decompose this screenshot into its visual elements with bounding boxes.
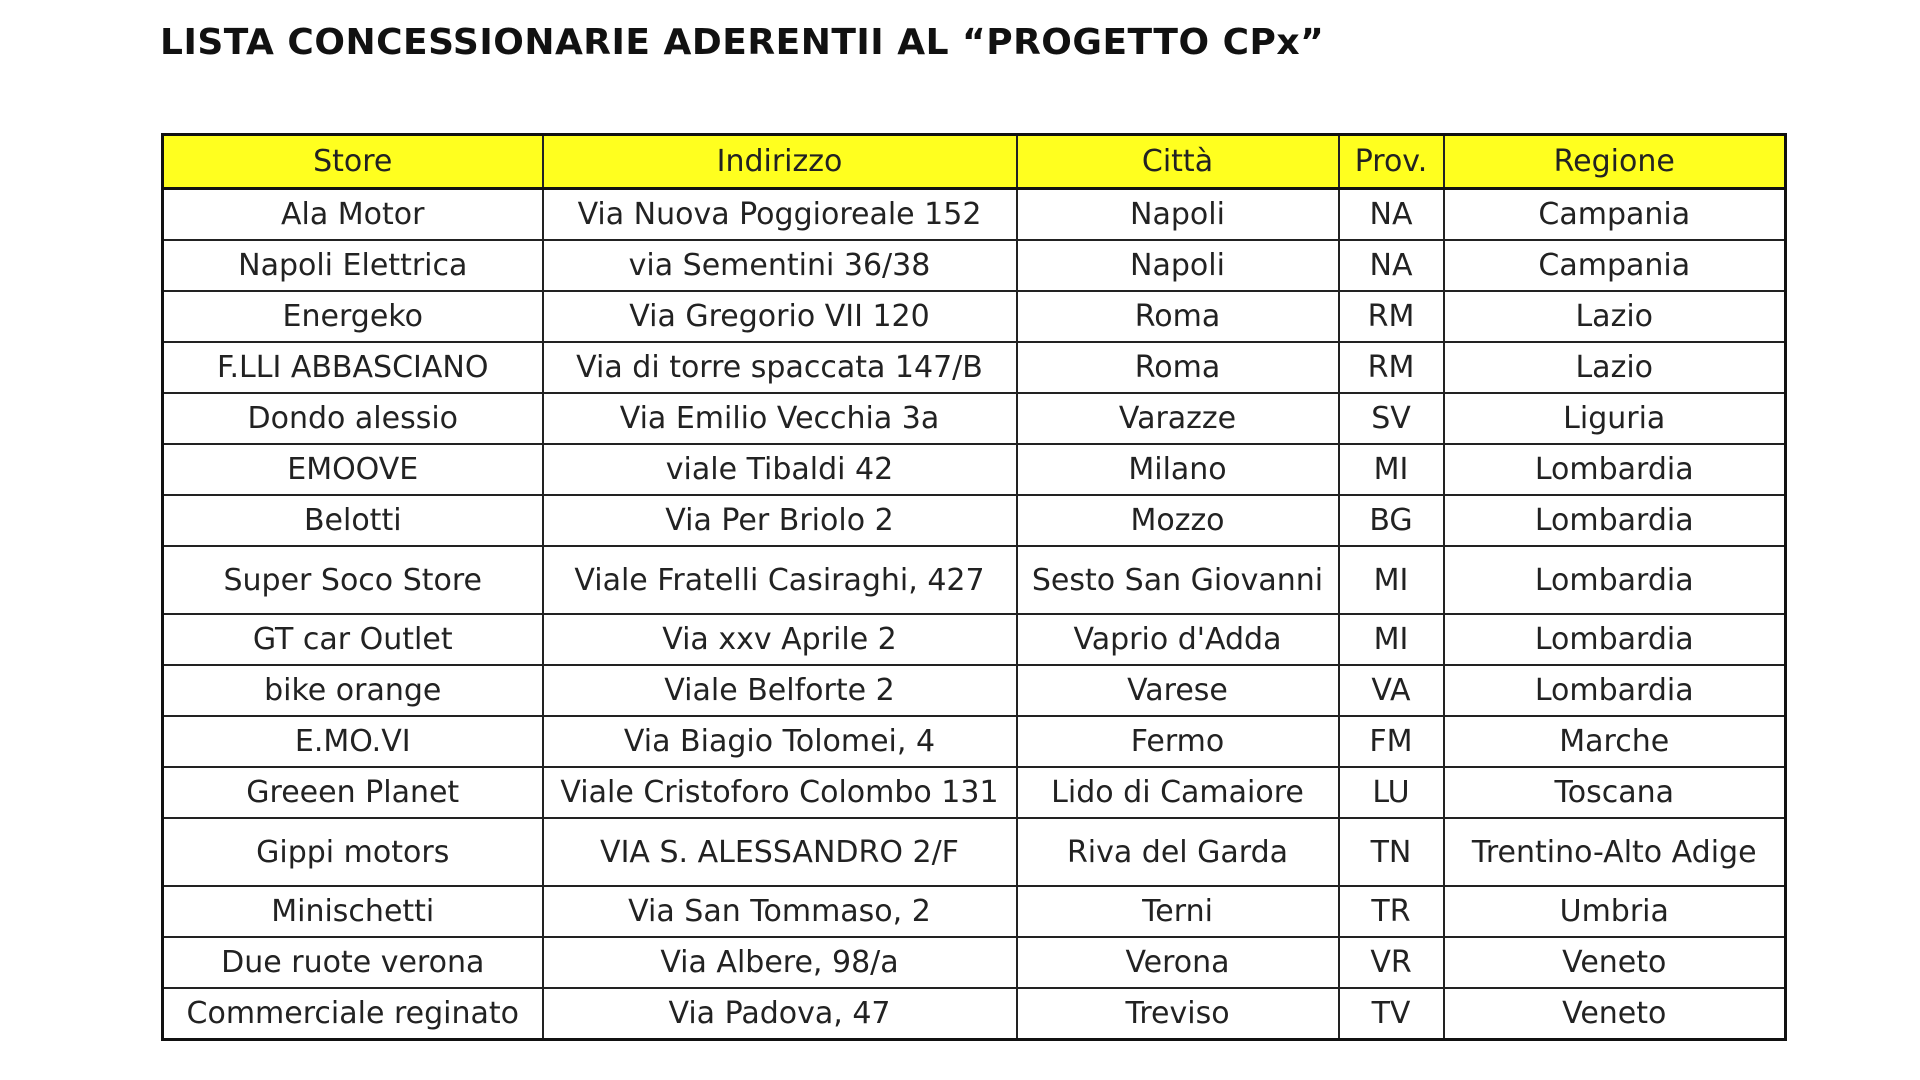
table-header-row [163, 135, 1786, 189]
header-address: Indirizzo [543, 135, 1017, 189]
cell-store: Minischetti [163, 886, 543, 937]
cell-address: Via di torre spaccata 147/B [543, 342, 1017, 393]
cell-address: Viale Belforte 2 [543, 665, 1017, 716]
cell-address: viale Tibaldi 42 [543, 444, 1017, 495]
cell-city: Varese [1017, 665, 1339, 716]
table-row [163, 818, 1786, 886]
cell-store: Gippi motors [163, 818, 543, 886]
cell-region: Veneto [1444, 988, 1786, 1040]
table-row [163, 189, 1786, 241]
table-row [163, 767, 1786, 818]
page-title: LISTA CONCESSIONARIE ADERENTII AL “PROGETTO CPx” [160, 22, 1325, 63]
cell-city: Treviso [1017, 988, 1339, 1040]
cell-region: Liguria [1444, 393, 1786, 444]
cell-address: Via Nuova Poggioreale 152 [543, 189, 1017, 241]
cell-province: MI [1339, 546, 1444, 614]
cell-store: Dondo alessio [163, 393, 543, 444]
cell-address: via Sementini 36/38 [543, 240, 1017, 291]
cell-city: Verona [1017, 937, 1339, 988]
cell-city: Mozzo [1017, 495, 1339, 546]
cell-region: Toscana [1444, 767, 1786, 818]
cell-address: Via San Tommaso, 2 [543, 886, 1017, 937]
cell-region: Lazio [1444, 291, 1786, 342]
cell-province: MI [1339, 444, 1444, 495]
cell-store: Commerciale reginato [163, 988, 543, 1040]
cell-province: NA [1339, 189, 1444, 241]
cell-address: Via xxv Aprile 2 [543, 614, 1017, 665]
cell-address: Viale Cristoforo Colombo 131 [543, 767, 1017, 818]
cell-city: Roma [1017, 291, 1339, 342]
cell-city: Milano [1017, 444, 1339, 495]
cell-city: Terni [1017, 886, 1339, 937]
table-row [163, 716, 1786, 767]
cell-city: Napoli [1017, 240, 1339, 291]
cell-store: GT car Outlet [163, 614, 543, 665]
cell-province: TV [1339, 988, 1444, 1040]
cell-address: Via Per Briolo 2 [543, 495, 1017, 546]
cell-province: VA [1339, 665, 1444, 716]
cell-store: Napoli Elettrica [163, 240, 543, 291]
table-row [163, 393, 1786, 444]
cell-store: Energeko [163, 291, 543, 342]
cell-province: FM [1339, 716, 1444, 767]
cell-city: Vaprio d'Adda [1017, 614, 1339, 665]
cell-store: Greeen Planet [163, 767, 543, 818]
cell-region: Lombardia [1444, 546, 1786, 614]
cell-province: BG [1339, 495, 1444, 546]
cell-store: E.MO.VI [163, 716, 543, 767]
cell-region: Trentino-Alto Adige [1444, 818, 1786, 886]
cell-province: RM [1339, 291, 1444, 342]
cell-store: Ala Motor [163, 189, 543, 241]
table-row [163, 342, 1786, 393]
table-row [163, 546, 1786, 614]
cell-province: TR [1339, 886, 1444, 937]
cell-region: Veneto [1444, 937, 1786, 988]
table-row [163, 240, 1786, 291]
table-row [163, 444, 1786, 495]
table-row [163, 495, 1786, 546]
cell-province: NA [1339, 240, 1444, 291]
cell-city: Varazze [1017, 393, 1339, 444]
cell-address: VIA S. ALESSANDRO 2/F [543, 818, 1017, 886]
cell-province: VR [1339, 937, 1444, 988]
cell-province: TN [1339, 818, 1444, 886]
cell-store: F.LLI ABBASCIANO [163, 342, 543, 393]
cell-region: Lombardia [1444, 665, 1786, 716]
cell-region: Lombardia [1444, 614, 1786, 665]
cell-store: EMOOVE [163, 444, 543, 495]
table-row [163, 614, 1786, 665]
cell-store: Super Soco Store [163, 546, 543, 614]
cell-city: Sesto San Giovanni [1017, 546, 1339, 614]
cell-province: SV [1339, 393, 1444, 444]
cell-region: Lazio [1444, 342, 1786, 393]
dealer-table [161, 133, 1787, 1041]
header-region: Regione [1444, 135, 1786, 189]
table-row [163, 886, 1786, 937]
cell-store: Due ruote verona [163, 937, 543, 988]
cell-address: Via Emilio Vecchia 3a [543, 393, 1017, 444]
cell-province: RM [1339, 342, 1444, 393]
cell-store: bike orange [163, 665, 543, 716]
cell-store: Belotti [163, 495, 543, 546]
cell-region: Lombardia [1444, 444, 1786, 495]
cell-address: Viale Fratelli Casiraghi, 427 [543, 546, 1017, 614]
cell-city: Napoli [1017, 189, 1339, 241]
cell-address: Via Padova, 47 [543, 988, 1017, 1040]
table-row [163, 665, 1786, 716]
cell-address: Via Biagio Tolomei, 4 [543, 716, 1017, 767]
cell-province: MI [1339, 614, 1444, 665]
cell-region: Campania [1444, 240, 1786, 291]
cell-region: Lombardia [1444, 495, 1786, 546]
header-city: Città [1017, 135, 1339, 189]
cell-city: Roma [1017, 342, 1339, 393]
cell-address: Via Albere, 98/a [543, 937, 1017, 988]
cell-city: Fermo [1017, 716, 1339, 767]
cell-city: Lido di Camaiore [1017, 767, 1339, 818]
cell-city: Riva del Garda [1017, 818, 1339, 886]
cell-region: Marche [1444, 716, 1786, 767]
cell-region: Umbria [1444, 886, 1786, 937]
cell-province: LU [1339, 767, 1444, 818]
table-row [163, 988, 1786, 1040]
cell-region: Campania [1444, 189, 1786, 241]
table-row [163, 291, 1786, 342]
header-store: Store [163, 135, 543, 189]
table-row [163, 937, 1786, 988]
cell-address: Via Gregorio VII 120 [543, 291, 1017, 342]
header-province: Prov. [1339, 135, 1444, 189]
